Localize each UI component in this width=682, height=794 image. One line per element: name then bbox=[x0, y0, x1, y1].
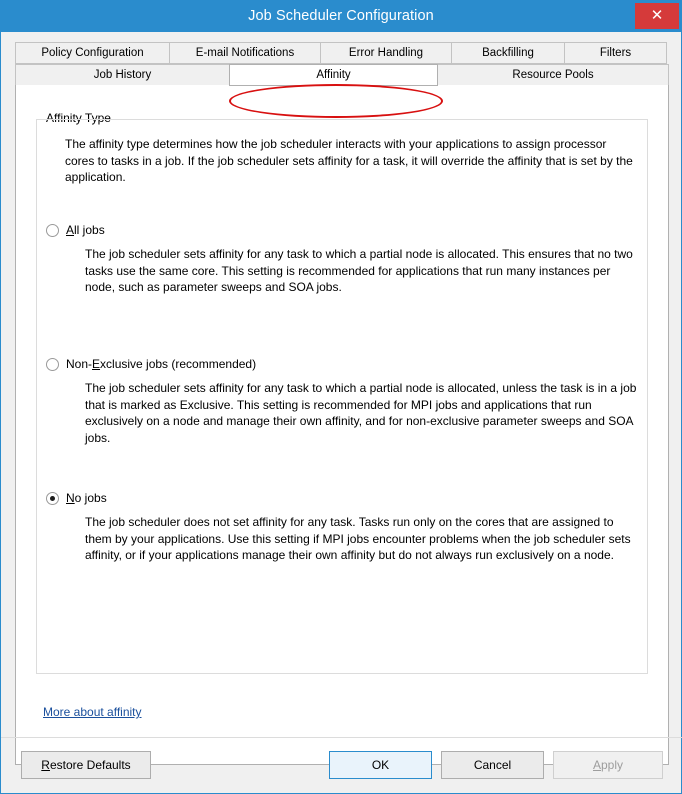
cancel-button[interactable]: Cancel bbox=[441, 751, 544, 779]
tab-row-2 bbox=[15, 64, 669, 86]
option-no-jobs-description: The job scheduler does not set affinity for any task. Tasks run only on the cores that are assigned to them by your applications. Use this setting if MPI jobs encounter problems when the job scheduler sets affinity, or if your applications manage their own affinity but do not always run exclusively on a node. bbox=[85, 515, 631, 562]
tab-strip bbox=[15, 42, 669, 90]
tab-filters[interactable]: Filters bbox=[564, 42, 667, 64]
apply-button: Apply bbox=[553, 751, 663, 779]
dialog-content bbox=[1, 32, 681, 793]
tab-affinity[interactable]: Affinity bbox=[229, 64, 438, 86]
tab-job-history[interactable]: Job History bbox=[15, 64, 230, 86]
radio-no-jobs[interactable] bbox=[46, 492, 59, 505]
option-all-jobs-label: All jobs bbox=[66, 223, 105, 237]
option-non-exclusive-jobs-label: Non-Exclusive jobs (recommended) bbox=[66, 357, 257, 371]
option-all-jobs[interactable] bbox=[46, 223, 644, 296]
option-all-jobs-description: The job scheduler sets affinity for any task to which a partial node is allocated. This ensures that no two tasks use the same core. This setting is recommended for applications that run many instances per node, such as parameter sweeps and SOA jobs. bbox=[85, 247, 633, 294]
option-no-jobs-label: No jobs bbox=[66, 491, 107, 505]
affinity-page bbox=[15, 85, 669, 765]
affinity-intro-text: The affinity type determines how the job scheduler interacts with your applications to assign processor cores to tasks in a job. If the job scheduler sets affinity for a task, it will override the affinity that is set by the application. bbox=[65, 137, 633, 184]
tab-resource-pools[interactable]: Resource Pools bbox=[437, 64, 669, 86]
title-bar bbox=[1, 1, 681, 32]
radio-all-jobs[interactable] bbox=[46, 224, 59, 237]
ok-button[interactable]: OK bbox=[329, 751, 432, 779]
restore-defaults-button[interactable]: Restore Defaults bbox=[21, 751, 151, 779]
tab-backfilling[interactable]: Backfilling bbox=[451, 42, 565, 64]
tab-row-1 bbox=[15, 42, 669, 64]
affinity-type-groupbox bbox=[36, 119, 648, 674]
tab-policy-configuration[interactable]: Policy Configuration bbox=[15, 42, 170, 64]
option-no-jobs[interactable] bbox=[46, 491, 644, 564]
window-title: Job Scheduler Configuration bbox=[248, 8, 434, 24]
close-icon[interactable]: ✕ bbox=[635, 3, 679, 29]
footer-divider bbox=[1, 737, 682, 738]
dialog-footer bbox=[1, 737, 682, 793]
tab-email-notifications[interactable]: E-mail Notifications bbox=[169, 42, 321, 64]
tab-error-handling[interactable]: Error Handling bbox=[320, 42, 452, 64]
option-non-exclusive-jobs-description: The job scheduler sets affinity for any task to which a partial node is allocated, unless the task is in a job that is marked as Exclusive. This setting is recommended for MPI jobs and applications that run exclusively on a node and manage their own affinity, and for non-exclusive parameter sweeps and SOA jobs. bbox=[85, 381, 637, 445]
group-title-affinity-type: Affinity Type bbox=[42, 111, 115, 125]
radio-non-exclusive-jobs[interactable] bbox=[46, 358, 59, 371]
option-non-exclusive-jobs[interactable] bbox=[46, 357, 644, 446]
more-about-affinity-link[interactable]: More about affinity bbox=[43, 705, 142, 719]
